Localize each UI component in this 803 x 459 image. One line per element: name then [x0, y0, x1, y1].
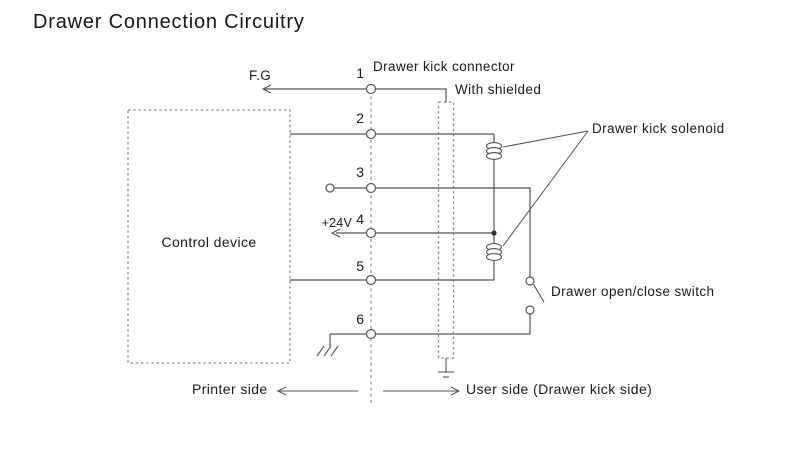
- pin-4-terminal: [367, 229, 376, 238]
- arrows: [263, 85, 459, 395]
- user-side-label: User side (Drawer kick side): [466, 381, 653, 397]
- pin-1-number: 1: [356, 65, 364, 81]
- drawer-switch: [526, 277, 544, 314]
- control-device-label: Control device: [161, 234, 257, 250]
- pin-5-number: 5: [356, 258, 364, 274]
- printer-side-label: Printer side: [192, 381, 268, 397]
- switch-terminal-top: [526, 277, 534, 285]
- fg-label: F.G: [249, 68, 272, 83]
- pin-1-terminal: [367, 85, 376, 94]
- junction-dot: [491, 230, 496, 235]
- pin-2-number: 2: [356, 110, 364, 126]
- solenoid-coil-2-icon: [487, 244, 502, 261]
- drawer-open-close-switch-label: Drawer open/close switch: [551, 284, 715, 299]
- pin-6-terminal: [367, 330, 376, 339]
- switch-terminal-bottom: [526, 306, 534, 314]
- pin-3-terminal: [367, 184, 376, 193]
- pin-3-number: 3: [356, 164, 364, 180]
- with-shielded-label: With shielded: [455, 82, 542, 97]
- drawer-kick-connector-label: Drawer kick connector: [373, 59, 515, 74]
- drawer-kick-solenoid-label: Drawer kick solenoid: [592, 121, 725, 136]
- pin-5-terminal: [367, 276, 376, 285]
- pin-4-number: 4: [356, 211, 364, 227]
- pin-6-number: 6: [356, 311, 364, 327]
- chassis-ground-icon: [317, 346, 338, 356]
- earth-ground-icon: [438, 358, 454, 377]
- page-title: Drawer Connection Circuitry: [33, 11, 305, 33]
- plus24v-label: +24V: [321, 216, 352, 230]
- solenoid-coil-1-icon: [487, 143, 502, 160]
- shielded-cable-box: [439, 102, 454, 358]
- wire-pin1-fg-shield: [264, 89, 446, 102]
- pin3-open-terminal: [326, 184, 334, 192]
- switch-blade: [534, 285, 545, 303]
- pin-2-terminal: [367, 130, 376, 139]
